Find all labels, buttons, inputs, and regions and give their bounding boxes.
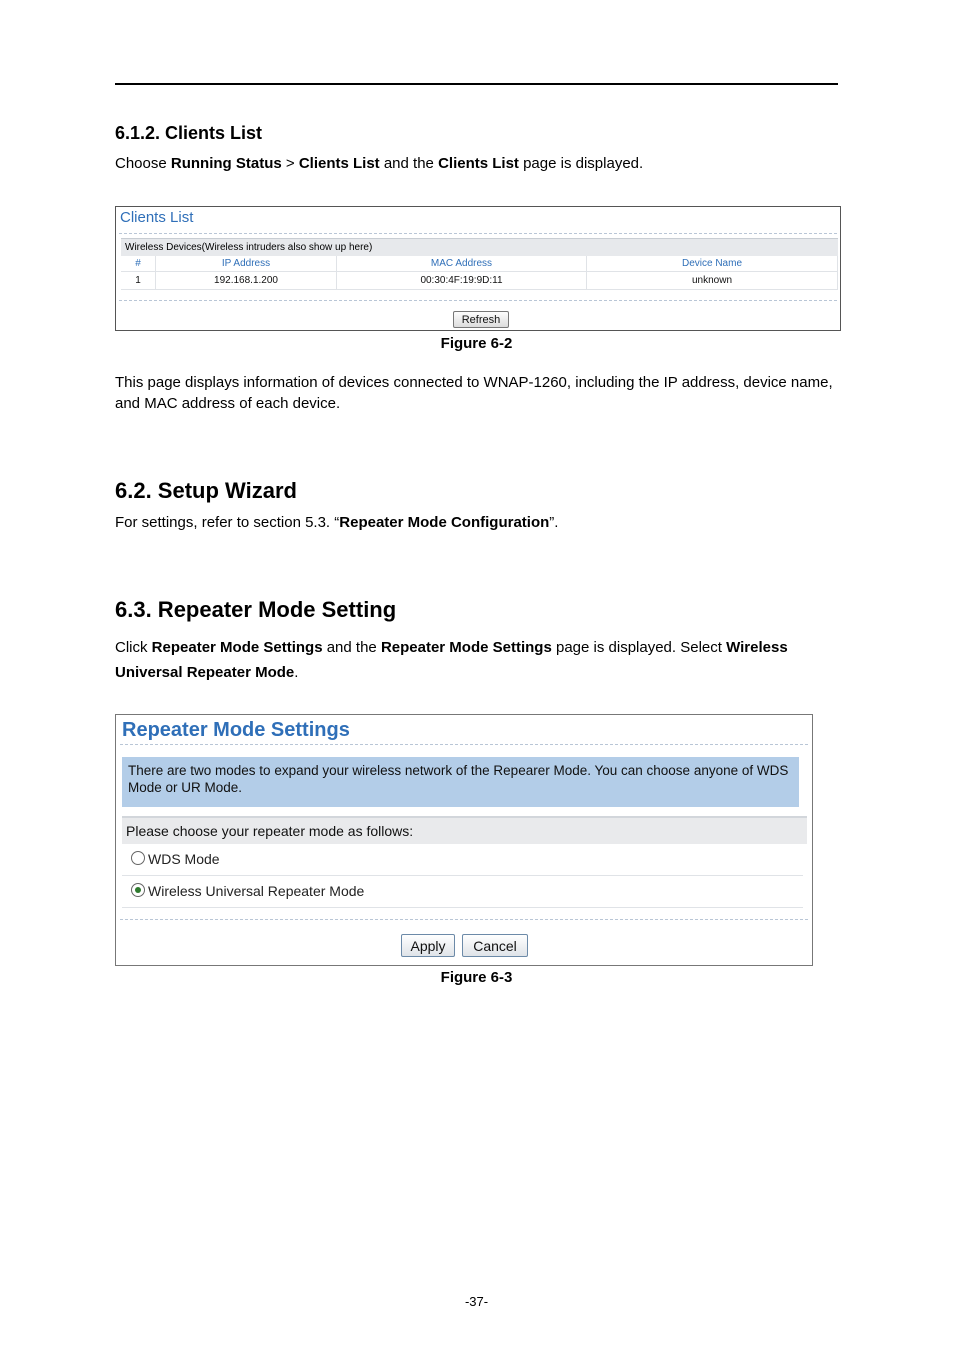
section-heading-repeater-mode: 6.3. Repeater Mode Setting <box>115 597 397 622</box>
cancel-button[interactable]: Cancel <box>462 934 528 957</box>
divider <box>120 744 808 745</box>
clients-table <box>121 238 838 290</box>
refresh-button[interactable]: Refresh <box>453 311 509 328</box>
divider <box>120 919 808 920</box>
option-universal-repeater-mode[interactable] <box>122 876 803 908</box>
divider <box>119 300 837 301</box>
column-header-index: # <box>121 256 156 272</box>
figure-caption-6-2: Figure 6-2 <box>440 335 513 352</box>
setup-wizard-text: For settings, refer to section 5.3. “Repeater Mode Configuration”. <box>115 514 559 531</box>
repeater-mode-title: Repeater Mode Settings <box>122 719 350 741</box>
repeater-mode-screenshot <box>115 714 813 966</box>
table-row <box>121 272 838 290</box>
cell-index: 1 <box>121 272 156 290</box>
radio-selected-icon[interactable] <box>131 883 145 897</box>
choose-mode-caption: Please choose your repeater mode as follows: <box>122 816 807 844</box>
clients-description: This page displays information of devices connected to WNAP-1260, including the IP address, device name, and MAC address of each device. <box>115 374 833 412</box>
clients-list-title: Clients List <box>120 209 194 226</box>
clients-list-screenshot <box>115 206 841 331</box>
repeater-mode-text: Click Repeater Mode Settings and the Repeater Mode Settings page is displayed. Select Wireless Universal Repeater Mode. <box>115 639 788 681</box>
info-note: There are two modes to expand your wireless network of the Repearer Mode. You can choose anyone of WDS Mode or UR Mode. <box>122 757 799 807</box>
section-heading-clients-list: 6.1.2. Clients List <box>115 123 263 143</box>
option-wds-mode[interactable] <box>122 844 803 876</box>
table-caption: Wireless Devices(Wireless intruders also show up here) <box>121 239 838 257</box>
figure-caption-6-3: Figure 6-3 <box>440 969 513 986</box>
radio-unselected-icon[interactable] <box>131 851 145 865</box>
column-header-ip: IP Address <box>156 256 337 272</box>
section-heading-setup-wizard: 6.2. Setup Wizard <box>115 478 297 503</box>
column-header-mac: MAC Address <box>337 256 587 272</box>
cell-mac: 00:30:4F:19:9D:11 <box>337 272 587 290</box>
page-number: -37- <box>464 1294 489 1309</box>
option-label: Wireless Universal Repeater Mode <box>148 883 365 899</box>
apply-button[interactable]: Apply <box>401 934 455 957</box>
header-rule <box>115 83 838 85</box>
cell-ip: 192.168.1.200 <box>156 272 337 290</box>
divider <box>119 233 837 234</box>
option-label: WDS Mode <box>148 851 220 867</box>
clients-intro: Choose Running Status > Clients List and the Clients List page is displayed. <box>115 155 644 172</box>
column-header-device-name: Device Name <box>587 256 838 272</box>
cell-device-name: unknown <box>587 272 838 290</box>
